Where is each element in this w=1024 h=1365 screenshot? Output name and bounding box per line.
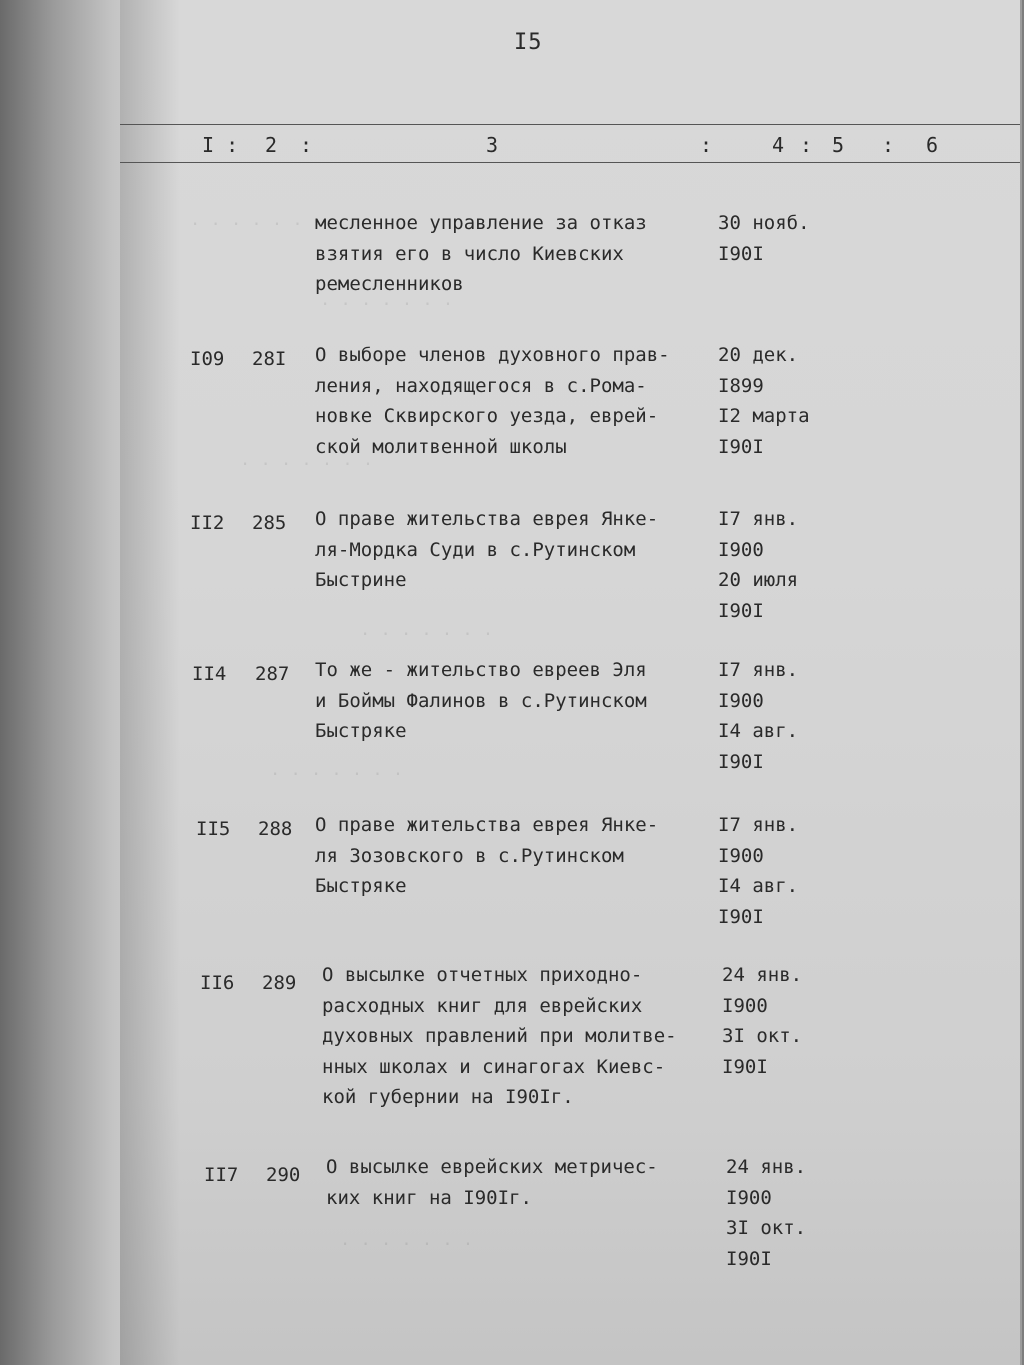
column-header-separator: : — [800, 133, 813, 157]
entry-number: II5 — [196, 818, 231, 840]
page-number: I5 — [514, 30, 543, 55]
entry-doc-number: 290 — [266, 1164, 301, 1186]
column-header-6: 6 — [926, 133, 939, 157]
document-page: . . . . . . . . . . . . . . . . . . . . . . . . . . . . . . . . . . . . . . . . . . — [120, 0, 1022, 1365]
entry-dates: I7 янв. I900 I4 авг. I90I — [718, 659, 799, 773]
entry-description: О высылке отчетных приходно- расходных книг для еврейских духовных правлений при молитве- нных школах и синагогах Киевс- кой губернии на I90Iг. — [322, 964, 677, 1108]
entry-doc-number: 288 — [258, 818, 293, 840]
column-header-separator: : — [300, 133, 313, 157]
header-rule-bottom — [120, 162, 1020, 163]
entry-doc-number: 285 — [252, 512, 287, 534]
entry-description: О выборе членов духовного прав- ления, находящегося в с.Рома- новке Сквирского уезда, еврей- ской молитвенной школы — [315, 344, 670, 458]
entry-description: О высылке еврейских метричес- ких книг на I90Iг. — [326, 1156, 658, 1209]
column-header-1: I : — [202, 133, 239, 157]
entry-number: II7 — [204, 1164, 239, 1186]
entry-number: II2 — [190, 512, 225, 534]
entry-description: месленное управление за отказ взятия его в число Киевских ремесленников — [315, 212, 647, 295]
entry-dates: 30 нояб. I90I — [718, 212, 810, 265]
entry-number: II4 — [192, 663, 227, 685]
entry-number: II6 — [200, 972, 235, 994]
column-header-separator: : — [882, 133, 895, 157]
column-header-3: 3 — [486, 133, 499, 157]
header-rule-top — [120, 124, 1020, 125]
column-header-4: 4 — [772, 133, 785, 157]
entry-dates: I7 янв. I900 20 июля I90I — [718, 508, 799, 622]
entry-description: О праве жительства еврея Янке- ля Зозовского в с.Рутинском Быстряке — [315, 814, 659, 897]
column-header-separator: : — [700, 133, 713, 157]
entry-number: I09 — [190, 348, 225, 370]
entry-doc-number: 28I — [252, 348, 287, 370]
entry-dates: 24 янв. I900 3I окт. I90I — [722, 964, 803, 1078]
entry-description: То же - жительство евреев Эля и Боймы Фалинов в с.Рутинском Быстряке — [315, 659, 647, 742]
entry-dates: I7 янв. I900 I4 авг. I90I — [718, 814, 799, 928]
entry-dates: 20 дек. I899 I2 марта I90I — [718, 344, 810, 458]
column-header-5: 5 — [832, 133, 845, 157]
entry-doc-number: 287 — [255, 663, 290, 685]
entry-description: О праве жительства еврея Янке- ля-Мордка Суди в с.Рутинском Быстрине — [315, 508, 659, 591]
column-header-2: 2 — [265, 133, 278, 157]
entry-doc-number: 289 — [262, 972, 297, 994]
entry-dates: 24 янв. I900 3I окт. I90I — [726, 1156, 807, 1270]
